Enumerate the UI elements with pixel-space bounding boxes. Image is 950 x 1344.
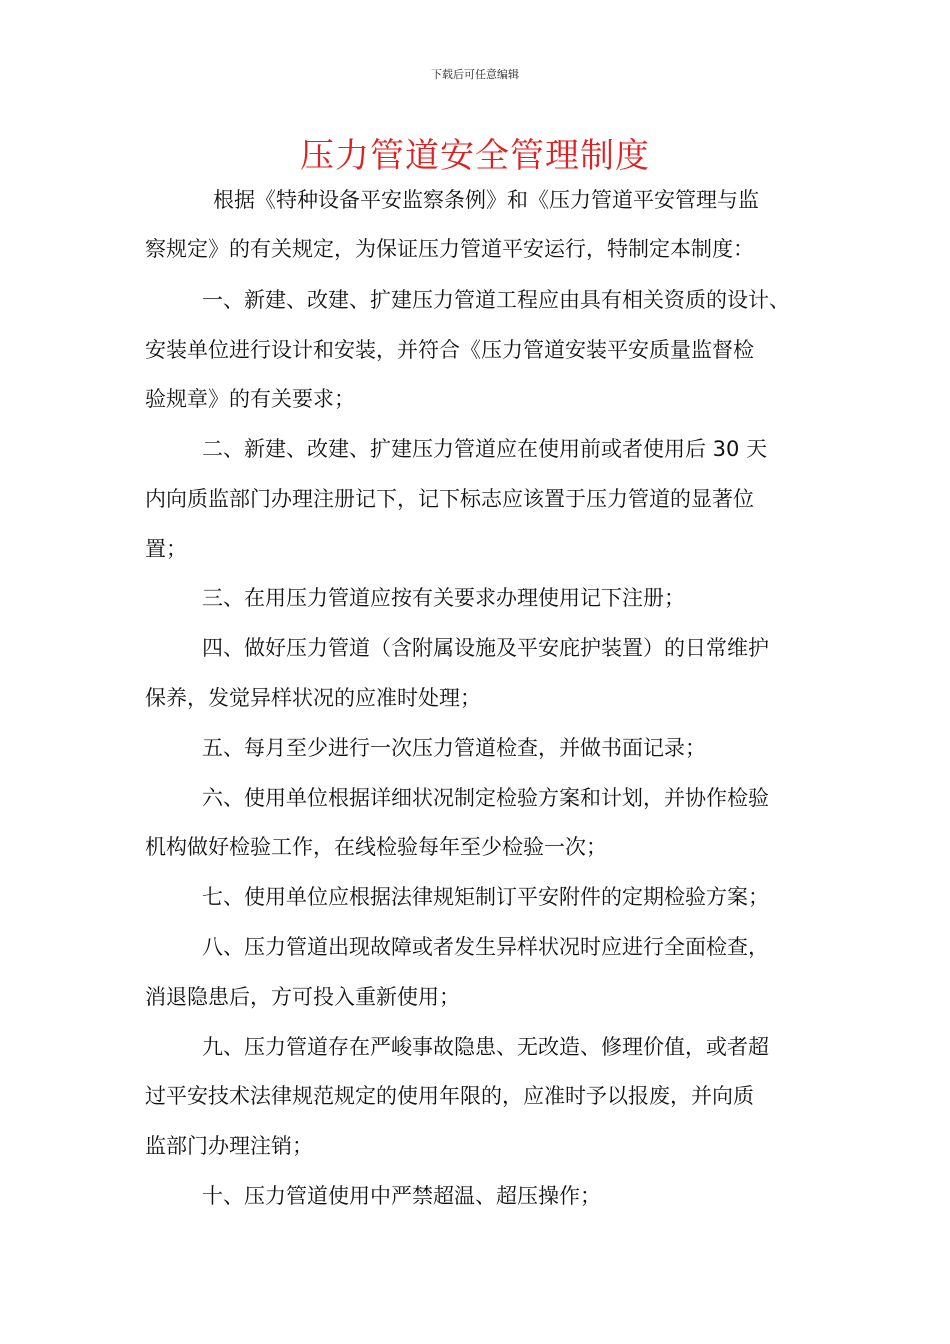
body-line: 九、压力管道存在严峻事故隐患、无改造、修理价值，或者超 [202,1035,769,1059]
body-line: 八、压力管道出现故障或者发生异样状况时应进行全面检查， [202,935,769,959]
body-line: 消退隐患后，方可投入重新使用； [145,985,460,1009]
body-line: 二、新建、改建、扩建压力管道应在使用前或者使用后 30 天 [202,437,768,461]
body-line: 内向质监部门办理注册记下，记下标志应该置于压力管道的显著位 [145,487,754,511]
body-line: 监部门办理注销； [145,1134,313,1158]
body-line: 根据《特种设备平安监察条例》和《压力管道平安管理与监 [213,188,759,212]
body-line: 安装单位进行设计和安装，并符合《压力管道安装平安质量监督检 [145,338,754,362]
header-note: 下载后可任意编辑 [431,68,519,81]
body-line: 三、在用压力管道应按有关要求办理使用记下注册； [202,586,685,610]
body-line: 保养，发觉异样状况的应准时处理； [145,686,481,710]
body-line: 置； [145,537,187,561]
body-line: 十、压力管道使用中严禁超温、超压操作； [202,1184,601,1208]
body-line: 七、使用单位应根据法律规矩制订平安附件的定期检验方案； [202,885,769,909]
body-line: 五、每月至少进行一次压力管道检查，并做书面记录； [202,736,706,760]
body-line: 过平安技术法律规范规定的使用年限的，应准时予以报废，并向质 [145,1084,754,1108]
body-line: 机构做好检验工作，在线检验每年至少检验一次； [145,835,607,859]
body-line: 六、使用单位根据详细状况制定检验方案和计划，并协作检验 [202,786,769,810]
body-line: 验规章》的有关要求； [145,387,355,411]
body-line: 察规定》的有关规定，为保证压力管道平安运行，特制定本制度： [145,237,754,261]
body-line: 四、做好压力管道（含附属设施及平安庇护装置）的日常维护 [202,636,769,660]
document-title: 压力管道安全管理制度 [300,136,650,176]
body-line: 一、新建、改建、扩建压力管道工程应由具有相关资质的设计、 [202,288,790,312]
